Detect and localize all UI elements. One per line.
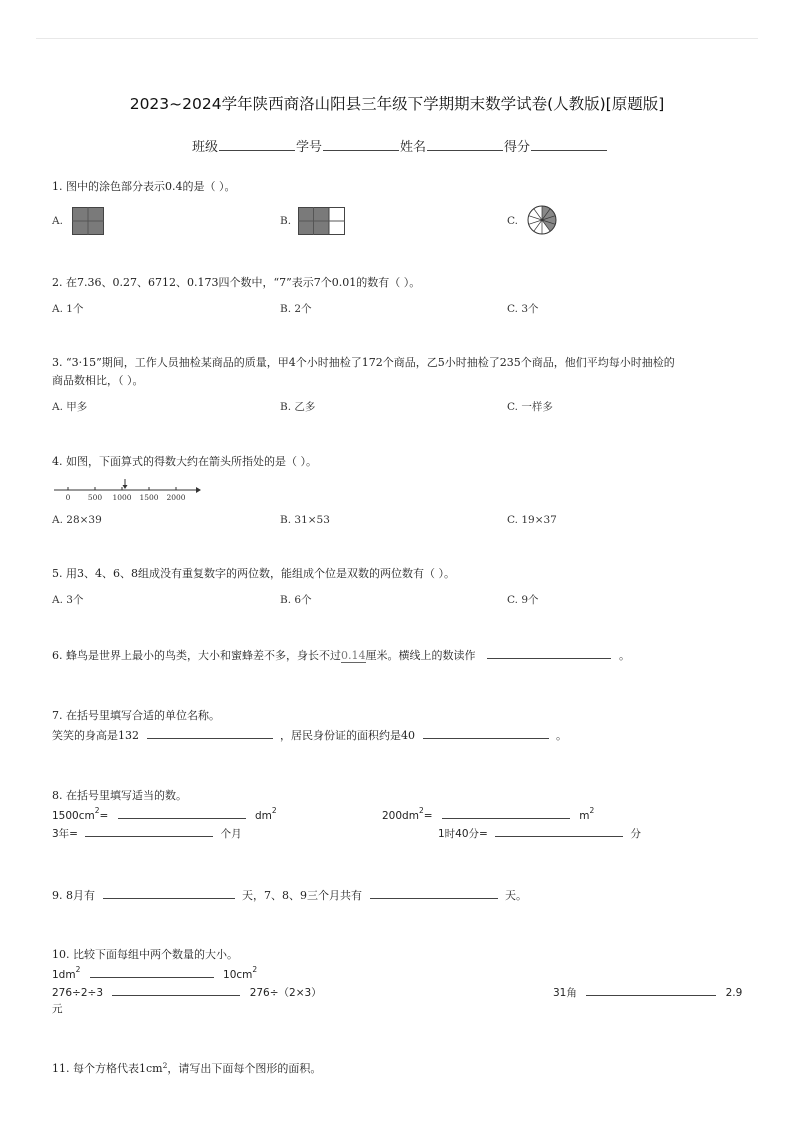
q4-option-c[interactable]: C. 19×37 [507, 514, 557, 526]
tick-label-2000: 2000 [166, 493, 186, 502]
question-7-blanks [52, 727, 567, 743]
q8-months-unit: 个月 [220, 828, 242, 840]
q8-years-text: 3年= [52, 828, 78, 840]
question-8: 8. 在括号里填写适当的数。 [52, 789, 187, 802]
q8-months-blank[interactable] [85, 825, 213, 837]
question-9 [52, 887, 527, 903]
q10-row-2-right [553, 984, 742, 1000]
id-blank[interactable] [323, 138, 399, 151]
q1-option-c[interactable]: C. [507, 215, 518, 227]
q10-compare-blank-3[interactable] [586, 984, 716, 996]
question-2: 2. 在7.36、0.27、6712、0.173四个数中，“7”表示7个0.01的数有（ ）。 [52, 276, 421, 289]
q1-figure-a [72, 207, 104, 235]
tick-label-1000: 1000 [112, 493, 132, 502]
question-3-line-1: 3. “3·15”期间，工作人员抽检某商品的质量，甲4个小时抽检了172个商品，乙5小时抽检了235个商品，他们平均每小时抽检的 [52, 356, 675, 369]
q2-option-b[interactable]: B. 2个 [280, 303, 312, 315]
q4-option-b[interactable]: B. 31×53 [280, 514, 330, 526]
header-divider [36, 38, 758, 39]
q10-1dm2-sq: 2 [75, 965, 81, 974]
class-label: 班级 [192, 140, 219, 155]
q10-31jiao: 31角 [553, 987, 577, 999]
q4-number-line [52, 478, 202, 504]
q8-dm2-sq: 2 [271, 806, 277, 815]
q9-text-2: 天，7、8、9三个月共有 [242, 889, 362, 902]
q9-total-days-blank[interactable] [370, 887, 498, 899]
q8-eq-2: = [423, 810, 433, 822]
student-info-line [192, 136, 608, 155]
page-title: 2023~2024学年陕西商洛山阳县三年级下学期期末数学试卷(人教版)[原题版] [129, 95, 665, 113]
q1-option-b[interactable]: B. [280, 215, 292, 227]
q8-row-1-right [382, 807, 594, 823]
q8-minutes-unit: 分 [630, 828, 642, 840]
q10-10cm2-sq: 2 [252, 965, 258, 974]
q7-area-text: ，居民身份证的面积约是40 [280, 729, 415, 742]
q8-200dm2-value: 200dm [382, 810, 419, 822]
question-4: 4. 如图，下面算式的得数大约在箭头所指处的是（ ）。 [52, 455, 317, 468]
name-blank[interactable] [427, 138, 503, 151]
q9-august-days-blank[interactable] [103, 887, 235, 899]
question-11 [52, 1062, 321, 1076]
q1-figure-b [298, 207, 346, 235]
q8-row-2-right [438, 825, 641, 841]
q8-m2-sq: 2 [589, 806, 595, 815]
q10-2-9: 2.9 [725, 987, 743, 999]
q10-expr-a: 276÷2÷3 [52, 987, 103, 999]
q6-answer-blank[interactable] [487, 647, 611, 659]
q11-text-2: ，请写出下面每个图形的面积。 [167, 1062, 322, 1075]
q10-row-1 [52, 966, 257, 982]
q6-end: 。 [619, 649, 630, 662]
score-label: 得分 [504, 140, 531, 155]
name-label: 姓名 [400, 140, 427, 155]
question-3-line-2: 商品数相比，（ ）。 [52, 374, 144, 387]
q6-underlined-number: 0.14 [341, 649, 366, 662]
question-5: 5. 用3、4、6、8组成没有重复数字的两位数，能组成个位是双数的两位数有（ ）。 [52, 567, 455, 580]
tick-label-0: 0 [65, 493, 71, 502]
q5-option-b[interactable]: B. 6个 [280, 594, 312, 606]
q10-row-2-left [52, 984, 322, 1000]
class-blank[interactable] [219, 138, 295, 151]
q1-figure-c-circle [526, 204, 558, 236]
q8-row-1-left [52, 807, 277, 823]
q10-compare-blank-2[interactable] [112, 984, 240, 996]
q10-10cm2: 10cm [223, 969, 253, 981]
q3-option-b[interactable]: B. 乙多 [280, 401, 316, 413]
question-7: 7. 在括号里填写合适的单位名称。 [52, 709, 220, 722]
q10-yuan-wrap: 元 [52, 1003, 63, 1015]
q8-dm2-unit: dm [255, 810, 272, 822]
q8-200dm2-sq: 2 [418, 806, 424, 815]
q2-option-c[interactable]: C. 3个 [507, 303, 539, 315]
q8-m2-unit: m [579, 810, 590, 822]
tick-label-500: 500 [87, 493, 103, 502]
q8-cm2-sq: 2 [94, 806, 100, 815]
question-1: 1. 图中的涂色部分表示0.4的是（ ）。 [52, 180, 236, 193]
q7-area-unit-blank[interactable] [423, 727, 549, 739]
q11-text-1: 11. 每个方格代表1cm [52, 1062, 163, 1075]
id-label: 学号 [296, 140, 323, 155]
q4-option-a[interactable]: A. 28×39 [52, 514, 102, 526]
q6-text-before: 6. 蜂鸟是世界上最小的鸟类，大小和蜜蜂差不多，身长不过 [52, 649, 341, 662]
q8-time-text: 1时40分= [438, 828, 488, 840]
q7-height-unit-blank[interactable] [147, 727, 273, 739]
q5-option-c[interactable]: C. 9个 [507, 594, 539, 606]
q5-option-a[interactable]: A. 3个 [52, 594, 84, 606]
q2-option-a[interactable]: A. 1个 [52, 303, 84, 315]
arrow-head-icon [123, 485, 128, 489]
q10-1dm2: 1dm [52, 969, 76, 981]
q1-option-a[interactable]: A. [52, 215, 63, 227]
score-blank[interactable] [531, 138, 607, 151]
q8-cm2-value: 1500cm [52, 810, 95, 822]
q7-end: 。 [556, 729, 567, 742]
q3-option-a[interactable]: A. 甲多 [52, 401, 88, 413]
q6-text-after: 厘米。横线上的数读作 [365, 649, 476, 662]
q8-m2-blank[interactable] [442, 807, 570, 819]
q8-minutes-blank[interactable] [495, 825, 623, 837]
q3-option-c[interactable]: C. 一样多 [507, 401, 553, 413]
q10-expr-b: 276÷（2×3） [249, 987, 322, 999]
question-6 [52, 647, 630, 663]
q8-dm2-blank[interactable] [118, 807, 246, 819]
q8-row-2-left [52, 825, 242, 841]
q7-height-text: 笑笑的身高是132 [52, 729, 139, 742]
q9-text-1: 9. 8月有 [52, 889, 95, 902]
question-10: 10. 比较下面每组中两个数量的大小。 [52, 948, 238, 961]
q9-text-3: 天。 [505, 889, 527, 902]
q11-sq: 2 [162, 1061, 168, 1070]
q8-eq-1: = [99, 810, 109, 822]
q10-compare-blank-1[interactable] [90, 966, 214, 978]
tick-label-1500: 1500 [139, 493, 159, 502]
